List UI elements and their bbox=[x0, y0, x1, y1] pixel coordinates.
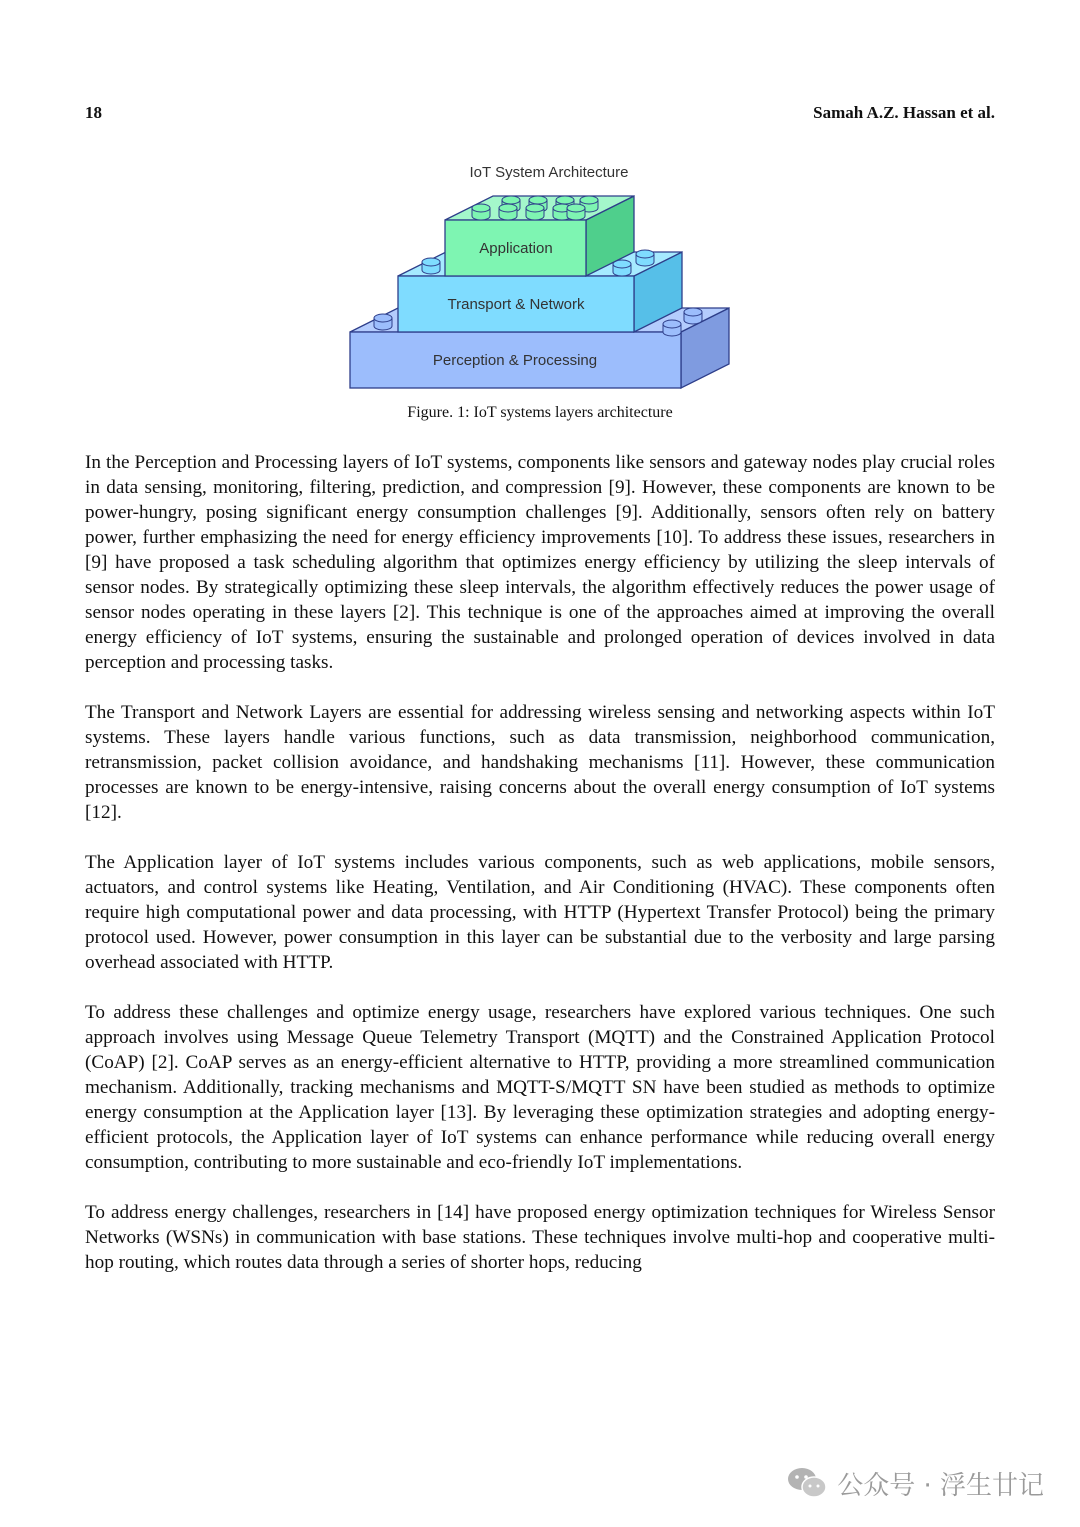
stud-icon bbox=[422, 258, 440, 274]
stud-icon bbox=[636, 250, 654, 266]
stud-icon bbox=[663, 320, 681, 336]
paragraph-perception: In the Perception and Processing layers of IoT systems, components like sensors and gateway nodes play crucial roles in data sensing, monitoring, filtering, prediction, and compression [9]. However, these components are known to be power-hungry, posing significant energy consumption challenges [9]. Additionally, sensors often rely on battery power, further emphasizing the need for energy efficiency improvements [10]. To address these issues, researchers in [9] have proposed a task scheduling algorithm that optimizes energy efficiency by utilizing the sleep intervals of sensor nodes. By strategically optimizing these sleep intervals, the algorithm effectively reduces the power usage of sensor nodes operating in these layers [2]. This technique is one of the approaches aimed at improving the overall energy efficiency of IoT systems, ensuring the sustainable and prolonged operation of devices involved in data perception and processing tasks. bbox=[85, 452, 995, 673]
application-label: Application bbox=[479, 240, 553, 257]
wechat-icon bbox=[787, 1466, 827, 1500]
stud-icon bbox=[567, 204, 585, 220]
paragraph-transport: The Transport and Network Layers are essential for addressing wireless sensing and networking aspects within IoT systems. These layers handle various functions, such as data transmission, neighborhood communication, retransmission, packet collision avoidance, and handshaking mechanisms [11]. However, these communication processes are known to be energy-intensive, raising concerns about the overall energy consumption of IoT systems [12]. bbox=[85, 702, 995, 823]
page-number: 18 bbox=[85, 103, 102, 122]
stud-icon bbox=[613, 260, 631, 276]
page-header bbox=[85, 103, 995, 127]
paragraph-wsn: To address energy challenges, researchers in [14] have proposed energy optimization techniques for Wireless Sensor Networks (WSNs) in communication with base stations. These techniques involve multi-hop and cooperative multi-hop routing, which routes data through a series of shorter hops, reducing bbox=[85, 1202, 995, 1273]
stud-icon bbox=[374, 314, 392, 330]
watermark bbox=[787, 1465, 1044, 1501]
running-head-authors: Samah A.Z. Hassan et al. bbox=[813, 103, 995, 122]
figure-title: IoT System Architecture bbox=[469, 164, 629, 181]
application-block bbox=[445, 196, 634, 276]
paragraph-optimization: To address these challenges and optimize energy usage, researchers have explored various techniques. One such approach involves using Message Queue Telemetry Transport (MQTT) and the Constrained Application Protocol (CoAP) [2]. CoAP serves as an energy-efficient alternative to HTTP, providing a more streamlined communication mechanism. Additionally, tracking mechanisms and MQTT-S/MQTT SN have been studied as methods to optimize energy consumption at the Application layer [13]. By leveraging these optimization strategies and adopting energy-efficient protocols, the Application layer of IoT systems can enhance performance while reducing overall energy consumption, contributing to more sustainable and eco-friendly IoT implementations. bbox=[85, 1002, 995, 1173]
transport-label: Transport & Network bbox=[447, 296, 585, 313]
figure-caption: Figure. 1: IoT systems layers architecture bbox=[407, 404, 673, 421]
stud-icon bbox=[499, 204, 517, 220]
perception-label: Perception & Processing bbox=[432, 352, 598, 369]
stud-icon bbox=[472, 204, 490, 220]
watermark-text: 公众号 · 浮生廿记 bbox=[837, 1470, 1044, 1501]
stud-icon bbox=[684, 308, 702, 324]
body-text bbox=[85, 450, 995, 1300]
iot-architecture-figure bbox=[340, 158, 740, 398]
lego-diagram bbox=[340, 158, 740, 398]
stud-icon bbox=[526, 204, 544, 220]
paragraph-application: The Application layer of IoT systems includes various components, such as web applications, mobile sensors, actuators, and control systems like Heating, Ventilation, and Air Conditioning (HVAC). These components often require high computational power and data processing, with HTTP (Hypertext Transfer Protocol) being the primary protocol used. However, power consumption in this layer can be substantial due to the verbosity and large parsing overhead associated with HTTP. bbox=[85, 852, 995, 973]
